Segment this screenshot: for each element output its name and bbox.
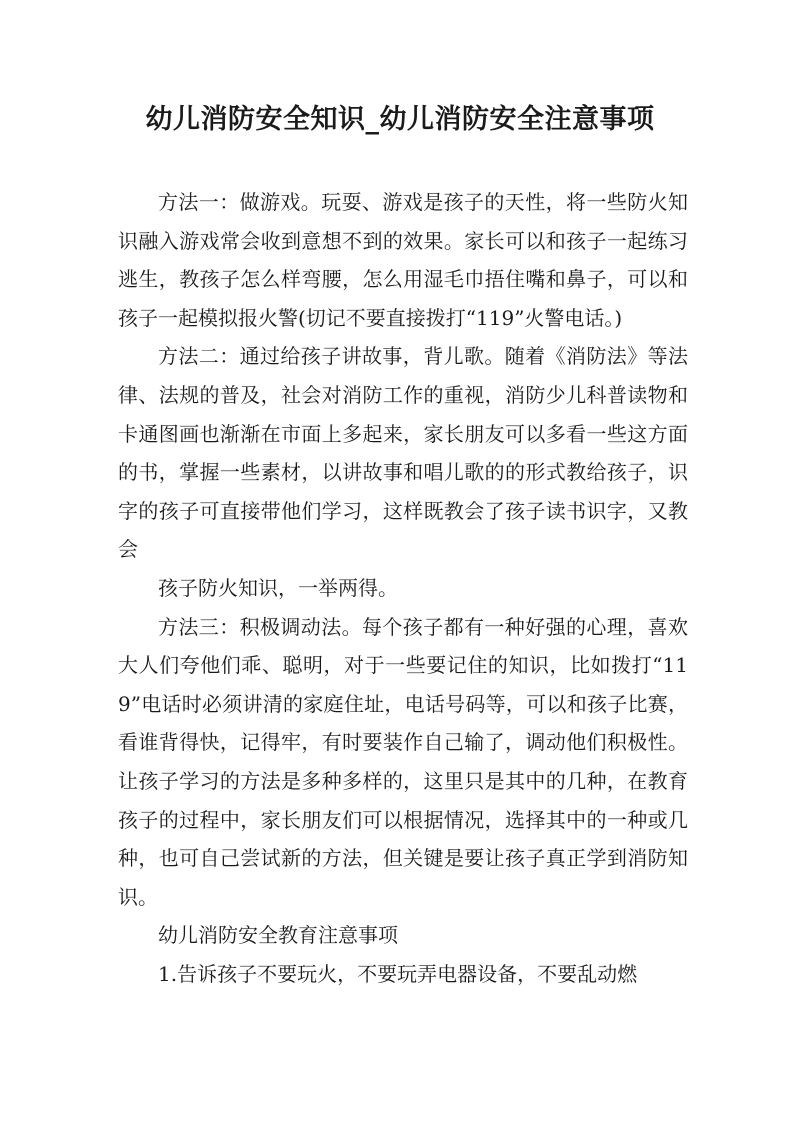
- paragraph-method-two: 方法二：通过给孩子讲故事，背儿歌。随着《消防法》等法律、法规的普及，社会对消防工作的重视，消防少儿科普读物和卡通图画也渐渐在市面上多起来，家长朋友可以多看一些这方面的书，掌握一些素材，以讲故事和唱儿歌的的形式教给孩子，识字的孩子可直接带他们学习，这样既教会了孩子读书识字，又教会: [118, 344, 688, 562]
- section-heading-precautions: 幼儿消防安全教育注意事项: [158, 923, 398, 948]
- paragraph-method-two-continued: 孩子防火知识，一举两得。: [158, 575, 398, 600]
- document-body: [118, 183, 688, 993]
- list-item-1: 1.告诉孩子不要玩火，不要玩弄电器设备，不要乱动燃: [158, 961, 638, 986]
- paragraph-method-three: 方法三：积极调动法。每个孩子都有一种好强的心理，喜欢大人们夸他们乖、聪明，对于一些要记住的知识，比如拨打“119”电话时必须讲清的家庭住址，电话号码等，可以和孩子比赛，看谁背得快，记得牢，有时要装作自己输了，调动他们积极性。让孩子学习的方法是多种多样的，这里只是其中的几种，在教育孩子的过程中，家长朋友们可以根据情况，选择其中的一种或几种，也可自己尝试新的方法，但关键是要让孩子真正学到消防知识。: [118, 614, 688, 909]
- paragraph-method-one: 方法一：做游戏。玩耍、游戏是孩子的天性，将一些防火知识融入游戏常会收到意想不到的效果。家长可以和孩子一起练习逃生，教孩子怎么样弯腰，怎么用湿毛巾捂住嘴和鼻子，可以和孩子一起模拟报火警(切记不要直接拨打“119”火警电话。): [118, 190, 688, 330]
- document-title: 幼儿消防安全知识_幼儿消防安全注意事项: [145, 104, 655, 135]
